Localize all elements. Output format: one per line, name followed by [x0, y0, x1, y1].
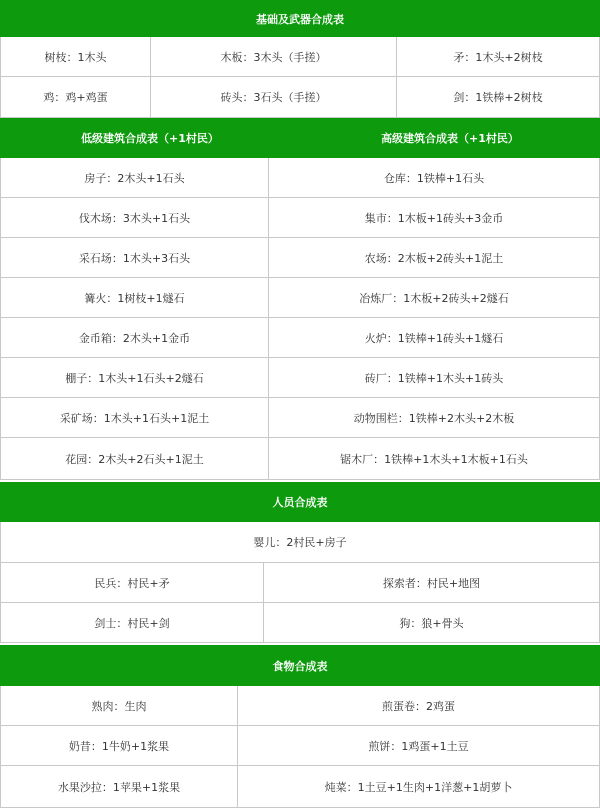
recipe-cell: 鸡：鸡+鸡蛋 — [0, 77, 150, 117]
recipe-cell: 婴儿：2村民+房子 — [0, 522, 600, 562]
table-row — [0, 563, 600, 603]
recipe-cell: 树枝：1木头 — [0, 37, 150, 76]
table-row — [0, 37, 600, 77]
basic-weapons-table — [0, 37, 600, 118]
table-row — [0, 278, 600, 318]
table-row — [0, 726, 600, 766]
table-row — [0, 158, 600, 198]
recipe-cell: 煎蛋卷：2鸡蛋 — [237, 686, 600, 725]
recipe-cell: 狗：狼+骨头 — [263, 603, 600, 642]
recipe-cell: 煎饼：1鸡蛋+1土豆 — [237, 726, 600, 765]
recipe-cell: 动物围栏：1铁棒+2木头+2木板 — [268, 398, 600, 437]
recipe-cell: 棚子：1木头+1石头+2燧石 — [0, 358, 268, 397]
recipe-cell: 采石场：1木头+3石头 — [0, 238, 268, 277]
recipe-cell: 探索者：村民+地图 — [263, 563, 600, 602]
buildings-table — [0, 158, 600, 480]
table-row — [0, 686, 600, 726]
recipe-cell: 农场：2木板+2砖头+1泥土 — [268, 238, 600, 277]
recipe-cell: 火炉：1铁棒+1砖头+1燧石 — [268, 318, 600, 357]
recipe-cell: 集市：1木板+1砖头+3金币 — [268, 198, 600, 237]
table-row — [0, 198, 600, 238]
recipe-cell: 熟肉：生肉 — [0, 686, 237, 725]
recipe-cell: 炖菜：1土豆+1生肉+1洋葱+1胡萝卜 — [237, 766, 600, 807]
low-buildings-title: 低级建筑合成表（+1村民） — [81, 132, 219, 145]
recipe-cell: 房子：2木头+1石头 — [0, 158, 268, 197]
table-row — [0, 77, 600, 118]
recipe-cell: 伐木场：3木头+1石头 — [0, 198, 268, 237]
recipe-cell: 砖头：3石头（手搓） — [150, 77, 396, 117]
people-header — [0, 482, 600, 522]
recipe-cell: 篝火：1树枝+1燧石 — [0, 278, 268, 317]
high-buildings-title: 高级建筑合成表（+1村民） — [381, 132, 519, 145]
food-header — [0, 645, 600, 686]
table-row — [0, 438, 600, 480]
recipe-cell: 仓库：1铁棒+1石头 — [268, 158, 600, 197]
table-row — [0, 318, 600, 358]
table-row — [0, 603, 600, 643]
recipe-cell: 剑士：村民+剑 — [0, 603, 263, 642]
table-row — [0, 238, 600, 278]
recipe-cell: 砖厂：1铁棒+1木头+1砖头 — [268, 358, 600, 397]
people-table — [0, 522, 600, 643]
recipe-cell: 水果沙拉：1苹果+1浆果 — [0, 766, 237, 807]
recipe-cell: 剑：1铁棒+2树枝 — [396, 77, 600, 117]
recipe-cell: 锯木厂：1铁棒+1木头+1木板+1石头 — [268, 438, 600, 479]
table-row — [0, 766, 600, 808]
recipe-cell: 花园：2木头+2石头+1泥土 — [0, 438, 268, 479]
food-table — [0, 686, 600, 808]
food-title: 食物合成表 — [272, 659, 328, 673]
recipe-cell: 金币箱：2木头+1金币 — [0, 318, 268, 357]
buildings-header — [0, 118, 600, 158]
table-row — [0, 398, 600, 438]
recipe-cell: 冶炼厂：1木板+2砖头+2燧石 — [268, 278, 600, 317]
recipe-cell: 木板：3木头（手搓） — [150, 37, 396, 76]
recipe-cell: 民兵：村民+矛 — [0, 563, 263, 602]
basic-weapons-header — [0, 0, 600, 37]
basic-weapons-title: 基础及武器合成表 — [256, 12, 344, 26]
table-row — [0, 522, 600, 563]
recipe-cell: 奶昔：1牛奶+1浆果 — [0, 726, 237, 765]
table-row — [0, 358, 600, 398]
recipe-cell: 采矿场：1木头+1石头+1泥土 — [0, 398, 268, 437]
recipe-cell: 矛：1木头+2树枝 — [396, 37, 600, 76]
people-title: 人员合成表 — [272, 496, 328, 509]
